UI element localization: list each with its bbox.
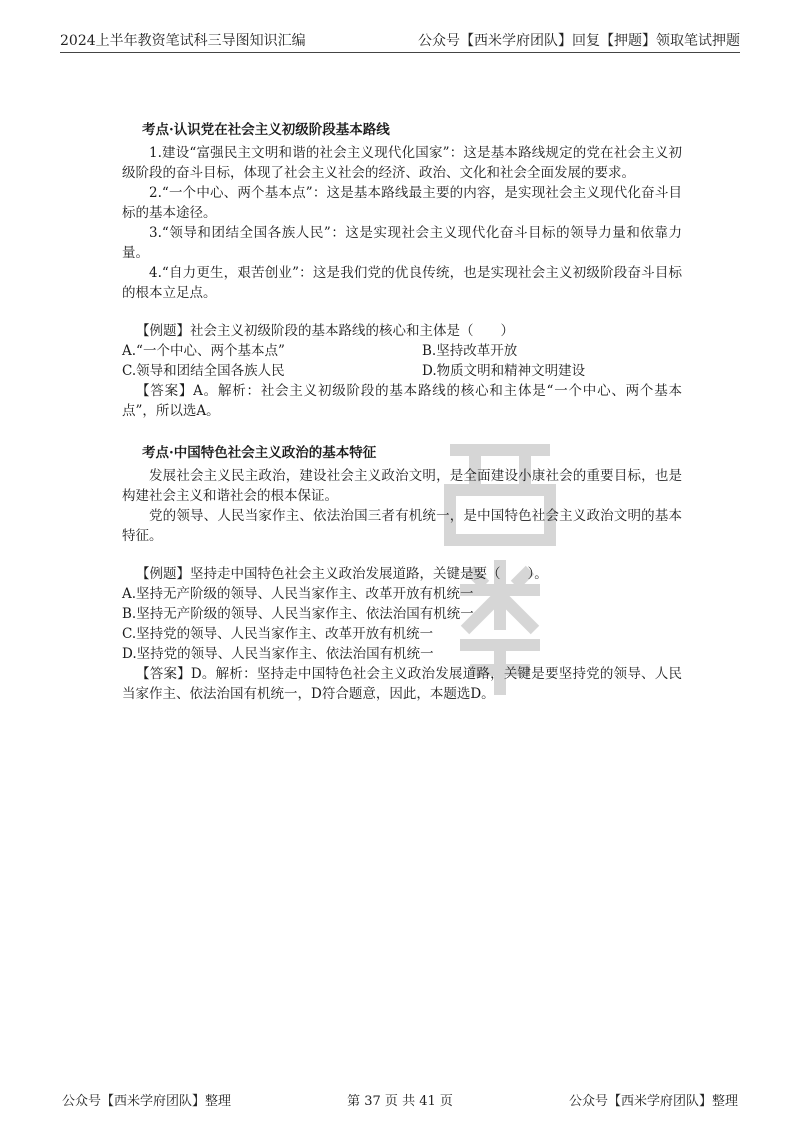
options-row: [122, 361, 682, 381]
page-header: [60, 26, 740, 53]
key-point: 1.建设“富强民主文明和谐的社会主义现代化国家”：这是基本路线规定的党在社会主义初级阶段的奋斗目标，体现了社会主义社会的经济、政治、文化和社会全面发展的要求。: [122, 145, 682, 181]
option-c: C.坚持党的领导、人民当家作主、改革开放有机统一: [122, 626, 434, 642]
footer-left: 公众号【西米学府团队】整理: [62, 1094, 232, 1109]
section-heading: 考点·认识党在社会主义初级阶段基本路线: [142, 122, 390, 138]
header-promo: 公众号【西米学府团队】回复【押题】领取笔试押题: [418, 33, 740, 49]
body-paragraph: 发展社会主义民主政治，建设社会主义政治文明，是全面建设小康社会的重要目标，也是构建社会主义和谐社会的根本保证。: [122, 468, 682, 504]
option-a: A.“一个中心、两个基本点”: [122, 343, 285, 359]
option-d: D.物质文明和精神文明建设: [422, 363, 586, 379]
body-paragraph: 党的领导、人民当家作主、依法治国三者有机统一，是中国特色社会主义政治文明的基本特征。: [122, 508, 682, 544]
page-number: 第 37 页 共 41 页: [347, 1094, 453, 1109]
answer-explanation: 【答案】A。解析：社会主义初级阶段的基本路线的核心和主体是“一个中心、两个基本点”，所以选A。: [122, 383, 682, 419]
option-c: C.领导和团结全国各族人民: [122, 363, 285, 379]
page-footer: [62, 1090, 738, 1110]
option-b: B.坚持改革开放: [422, 343, 518, 359]
key-point: 4.“自力更生，艰苦创业”：这是我们党的优良传统，也是实现社会主义初级阶段奋斗目标的根本立足点。: [122, 265, 682, 301]
option-a: A.坚持无产阶级的领导、人民当家作主、改革开放有机统一: [122, 586, 474, 602]
example-question: 【例题】社会主义初级阶段的基本路线的核心和主体是（ ）: [136, 323, 514, 339]
options-row: [122, 341, 682, 361]
key-point: 2.“一个中心、两个基本点”：这是基本路线最主要的内容，是实现社会主义现代化奋斗目标的基本途径。: [122, 185, 682, 221]
document-body: [122, 120, 682, 704]
answer-explanation: 【答案】D。解析：坚持走中国特色社会主义政治发展道路，关键是要坚持党的领导、人民当家作主、依法治国有机统一，D符合题意，因此，本题选D。: [122, 666, 682, 702]
section-heading: 考点·中国特色社会主义政治的基本特征: [142, 445, 377, 461]
example-question: 【例题】坚持走中国特色社会主义政治发展道路，关键是要（ ）。: [136, 566, 548, 582]
header-title: 2024上半年教资笔试科三导图知识汇编: [60, 33, 306, 49]
option-d: D.坚持党的领导、人民当家作主、依法治国有机统一: [122, 646, 434, 662]
footer-right: 公众号【西米学府团队】整理: [568, 1094, 738, 1109]
option-b: B.坚持无产阶级的领导、人民当家作主、依法治国有机统一: [122, 606, 474, 622]
key-point: 3.“领导和团结全国各族人民”：这是实现社会主义现代化奋斗目标的领导力量和依靠力量。: [122, 225, 682, 261]
